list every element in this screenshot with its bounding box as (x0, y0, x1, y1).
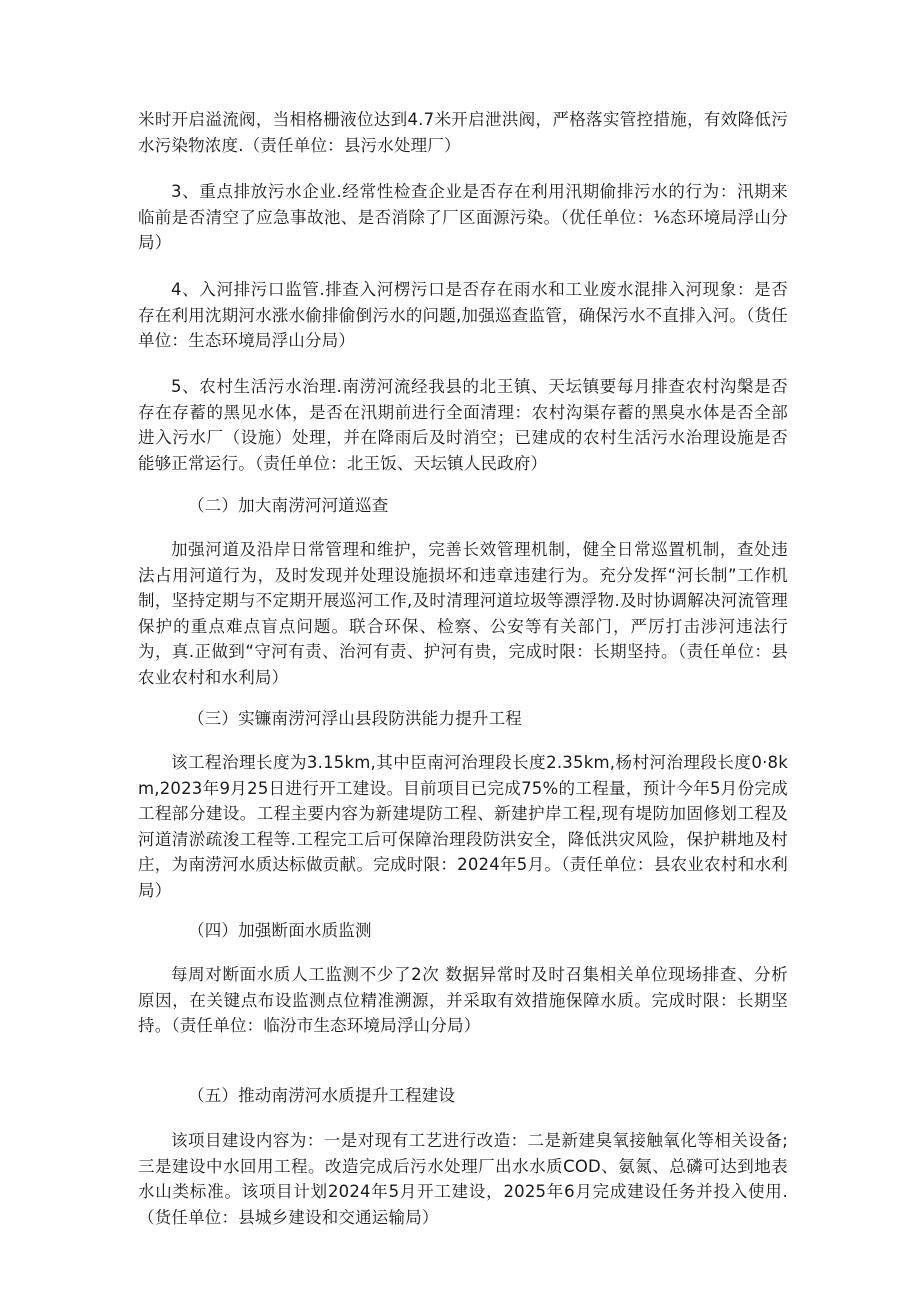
paragraph-section-2: 加强河道及沿岸日常管理和维护，完善长效管理机制，健全日常巡置机制，查处违法占用河道行为，及时发现并处理设施损坏和违章违建行为。充分发挥“河长制”工作机制，坚持定期与不定期开展巡河工作,及时清理河道垃圾等漂浮物.及时协调解决河流管理保护的重点难点盲点问题。联合环保、检察、公安等有关部门，严厉打击涉河违法行为，真.正做到“守河有责、治河有责、护河有贵，完成时限：长期坚持。（责任单位：县农业农村和水利局） (138, 540, 788, 687)
paragraph-item-5: 5、农村生活污水治理.南涝河流经我县的北王镇、天坛镇要每月排查农村沟槃是否存在存蓄的黑见水体，是否在汛期前进行全面清理：农村沟渠存蓄的黑臭水体是否全部进入污水厂（设施）处理，并在降雨后及时消空；已建成的农村生活污水治理设施是否能够正常运行。（责任单位：北王饭、天坛镇人民政府） (138, 377, 788, 473)
paragraph-item-3: 3、重点排放污水企业.经常性检查企业是否存在利用汛期偷排污水的行为：汛期来临前是否清空了应急事故池、是否消除了厂区面源污染。（优任单位：⅙态环境局浮山分局） (138, 182, 788, 252)
section-heading-3: （三）实镰南涝河浮山县段防洪能力提升工程 (188, 709, 522, 728)
section-heading-2: （二）加大南涝河河道巡查 (188, 496, 389, 515)
paragraph-intro: 米时开启溢流阀，当相格栅液位达到4.7米开启泄洪阀，严格落实管控措施，有效降低污水污染物浓度.（责任单位：县污水处理厂） (138, 110, 788, 155)
paragraph-section-4: 每周对断面水质人工监测不少了2次 数据异常时及时召集相关单位现场排查、分析原因，在关键点布设监测点位精准溯源，并采取有效措施保障水质。完成时限：长期坚持。（责任单位：临汾市生态环境局浮山分局） (138, 965, 788, 1035)
paragraph-section-3: 该工程治理长度为3.15km,其中臣南河治理段长度2.35km,杨村河治理段长度0·8km,2023年9月25日进行开工建设。目前项目已完成75%的工程量，预计今年5月份完成工程部分建设。工程主要内容为新建堤防工程、新建护岸工程,现有堤防加固修划工程及河道清淤疏浚工程等.工程完工后可保障治理段防洪安全，降低洪灾风险，保护耕地及村庄，为南涝河水质达标做贡献。完成时限：2024年5月。（责任单位：县农业农村和水利局） (138, 753, 788, 900)
section-heading-4: （四）加强断面水质监测 (188, 921, 372, 940)
paragraph-section-5: 该项目建设内容为：一是对现有工艺进行改造：二是新建臭氧接触氧化等相关设备;三是建设中水回用工程。改造完成后污水处理厂出水水质COD、氨氮、总磷可达到地表水山类标准。该项目计划2024年5月开工建设，2025年6月完成建设任务并投入使用.（货任单位：县城乡建设和交通运输局） (138, 1131, 788, 1227)
paragraph-item-4: 4、入河排污口监管.排查入河楞污口是否存在雨水和工业废水混排入河现象：是否存在利用沈期河水涨水偷排偷倒污水的问题,加强巡查监管，确保污水不直排入河。（货任单位：生态环境局浮山分局） (138, 280, 788, 350)
section-heading-5: （五）推动南涝河水质提升工程建设 (188, 1086, 456, 1105)
